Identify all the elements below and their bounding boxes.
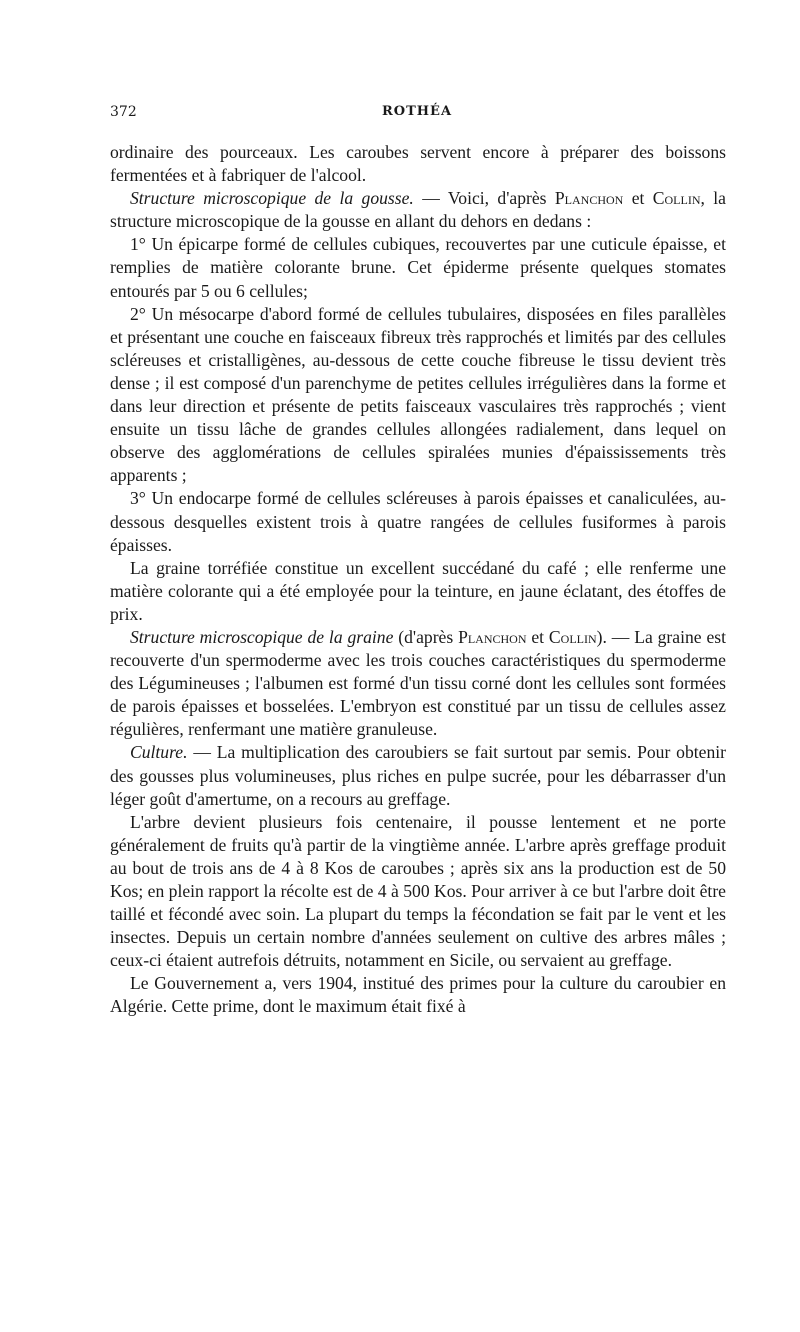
- paragraph-4: 2° Un mésocarpe d'abord formé de cellules tubulaires, disposées en files parallèles et présentant une couche en faisceaux fibreux très rapprochés et limités par des cellules scléreuses et cristalligènes, au-dessous de cette couche fibreuse le tissu devient très dense ; il est composé d'un parenchyme de petites cellules irrégulières dans la forme et dans leur direction et présente de petits faisceaux vasculaires très rapprochés ; vient ensuite un tissu lâche de grandes cellules allongées radialement, dans lequel on observe des agglomérations de cellules spiralées munies d'épaississements très apparents ;: [110, 303, 726, 486]
- paragraph-7-text-a: (d'après: [393, 626, 459, 647]
- paragraph-9: L'arbre devient plusieurs fois centenaire, il pousse lentement et ne porte généralement de fruits qu'à partir de la vingtième année. L'arbre après greffage produit au bout de trois ans de 4 à 8 Kos de caroubes ; après six ans la production est de 50 Kos; en plein rapport la récolte est de 4 à 500 Kos. Pour arriver à ce but l'arbre doit être taillé et fécondé avec soin. La plupart du temps la fécondation se fait par le vent et les insectes. Depuis un certain nombre d'années seulement on cultive des arbres mâles ; ceux-ci étaient autrefois détruits, notamment en Sicile, ou servaient au greffage.: [110, 811, 726, 971]
- running-title: ROTHÉA: [381, 104, 453, 119]
- paragraph-7-text-b: et: [526, 626, 549, 647]
- section-heading-graine: Structure microscopique de la graine: [130, 626, 394, 647]
- paragraph-2-text-c: , la structure microscopique de la gousse en allant du dehors en dedans :: [110, 188, 726, 232]
- paragraph-2-text-a: — Voici, d'après: [413, 188, 555, 209]
- body-text: [110, 141, 726, 1019]
- paragraph-5: 3° Un endocarpe formé de cellules scléreuses à parois épaisses et canaliculées, au-dessous desquelles existent trois à quatre rangées de cellules fusiformes à parois épaisses.: [110, 488, 726, 555]
- paragraph-7: [110, 626, 726, 741]
- section-heading-gousse: Structure microscopique de la gousse.: [130, 188, 414, 209]
- author-name: Planchon: [554, 188, 624, 209]
- author-name: Collin: [652, 188, 701, 209]
- page-number: 372: [110, 104, 137, 120]
- paragraph-2: [110, 187, 726, 233]
- paragraph-7-text-c: ). — La graine est recouverte d'un spermoderme avec les trois couches caractéristiques du spermoderme des Légumineuses ; l'albumen est formé d'un tissu corné dont les cellules sont formées de parois épaisses et bosselées. L'embryon est constitué par un tissu de cellules assez régulières, renfermant une matière granuleuse.: [110, 626, 726, 740]
- running-header: [110, 104, 724, 128]
- paragraph-3: 1° Un épicarpe formé de cellules cubiques, recouvertes par une cuticule épaisse, et remplies de matière colorante brune. Cet épiderme présente quelques stomates entourés par 5 ou 6 cellules;: [110, 234, 726, 301]
- paragraph-8: [110, 741, 726, 810]
- paragraph-2-text-b: et: [623, 188, 653, 209]
- section-heading-culture: Culture.: [130, 742, 188, 763]
- author-name: Planchon: [458, 626, 527, 647]
- paragraph-1: ordinaire des pourceaux. Les caroubes servent encore à préparer des boissons fermentées et à fabriquer de l'alcool.: [110, 142, 726, 186]
- paragraph-10: Le Gouvernement a, vers 1904, institué des primes pour la culture du caroubier en Algérie. Cette prime, dont le maximum était fixé à: [110, 973, 726, 1017]
- paragraph-8-text: — La multiplication des caroubiers se fait surtout par semis. Pour obtenir des gousses plus volumineuses, plus riches en pulpe sucrée, pour les débarrasser d'un léger goût d'amertume, on a recours au greffage.: [110, 742, 726, 809]
- paragraph-6: La graine torréfiée constitue un excellent succédané du café ; elle renferme une matière colorante qui a été employée pour la teinture, en jaune éclatant, des étoffes de prix.: [110, 557, 726, 624]
- author-name: Collin: [548, 626, 597, 647]
